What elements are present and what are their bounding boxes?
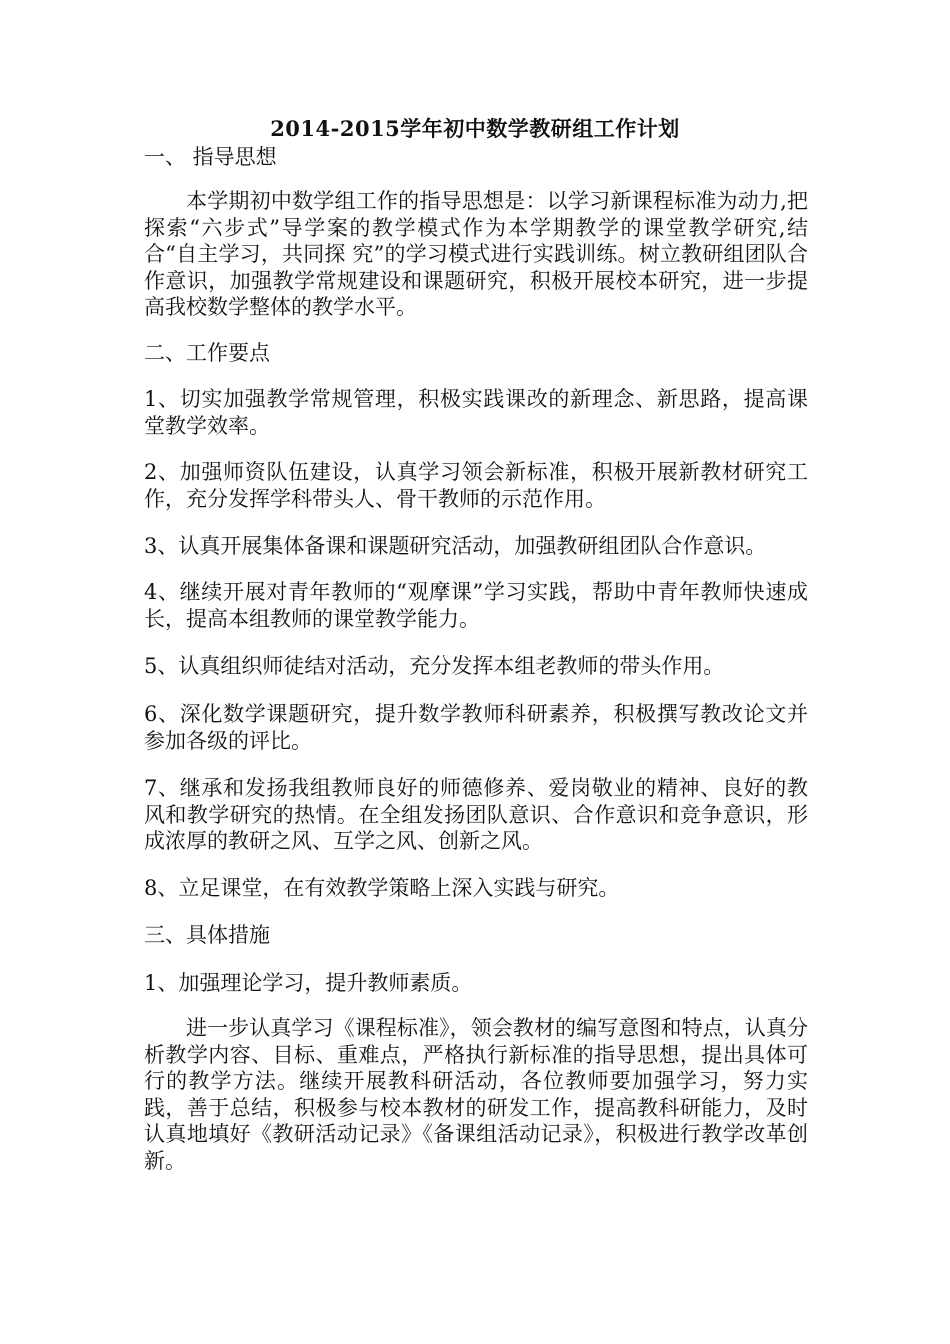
section-3-subheading: 1、加强理论学习，提升教师素质。: [144, 971, 473, 995]
list-item: 7、继承和发扬我组教师良好的师德修养、爱岗敬业的精神、良好的教风和教学研究的热情。在全组发扬团队意识、合作意识和竞争意识，形成浓厚的教研之风、互学之风、创新之风。: [144, 776, 808, 853]
list-item: 6、深化数学课题研究，提升数学教师科研素养，积极撰写教改论文并参加各级的评比。: [144, 702, 808, 753]
section-3-body: 进一步认真学习《课程标准》，领会教材的编写意图和特点，认真分析教学内容、目标、重难点，严格执行新标准的指导思想，提出具体可行的教学方法。继续开展教科研活动，各位教师要加强学习，努力实践，善于总结，积极参与校本教材的研发工作，提高教科研能力，及时认真地填好《教研活动记录》《备课组活动记录》，积极进行教学改革创新。: [144, 1016, 808, 1173]
list-item: 1、切实加强教学常规管理，积极实践课改的新理念、新思路，提高课堂教学效率。: [144, 387, 808, 438]
list-item: 3、认真开展集体备课和课题研究活动，加强教研组团队合作意识。: [144, 534, 767, 558]
list-item: 2、加强师资队伍建设，认真学习领会新标准，积极开展新教材研究工作，充分发挥学科带头人、骨干教师的示范作用。: [144, 460, 808, 511]
section-2-heading: 二、工作要点: [144, 341, 270, 365]
list-item: 5、认真组织师徒结对活动，充分发挥本组老教师的带头作用。: [144, 654, 725, 678]
section-1-body: 本学期初中数学组工作的指导思想是：以学习新课程标准为动力,把探索“六步式”导学案的教学模式作为本学期教学的课堂教学研究,结合“自主学习，共同探 究”的学习模式进行实践训练。树立教研组团队合作意识，加强教学常规建设和课题研究，积极开展校本研究，进一步提高我校数学整体的教学水平。: [144, 189, 808, 319]
section-3-heading: 三、具体措施: [144, 923, 270, 947]
document-title: 2014-2015学年初中数学教研组工作计划: [270, 116, 680, 141]
section-1-heading: 一、 指导思想: [144, 145, 277, 169]
list-item: 8、立足课堂，在有效教学策略上深入实践与研究。: [144, 876, 620, 900]
list-item: 4、继续开展对青年教师的“观摩课”学习实践，帮助中青年教师快速成长，提高本组教师的课堂教学能力。: [144, 580, 808, 631]
